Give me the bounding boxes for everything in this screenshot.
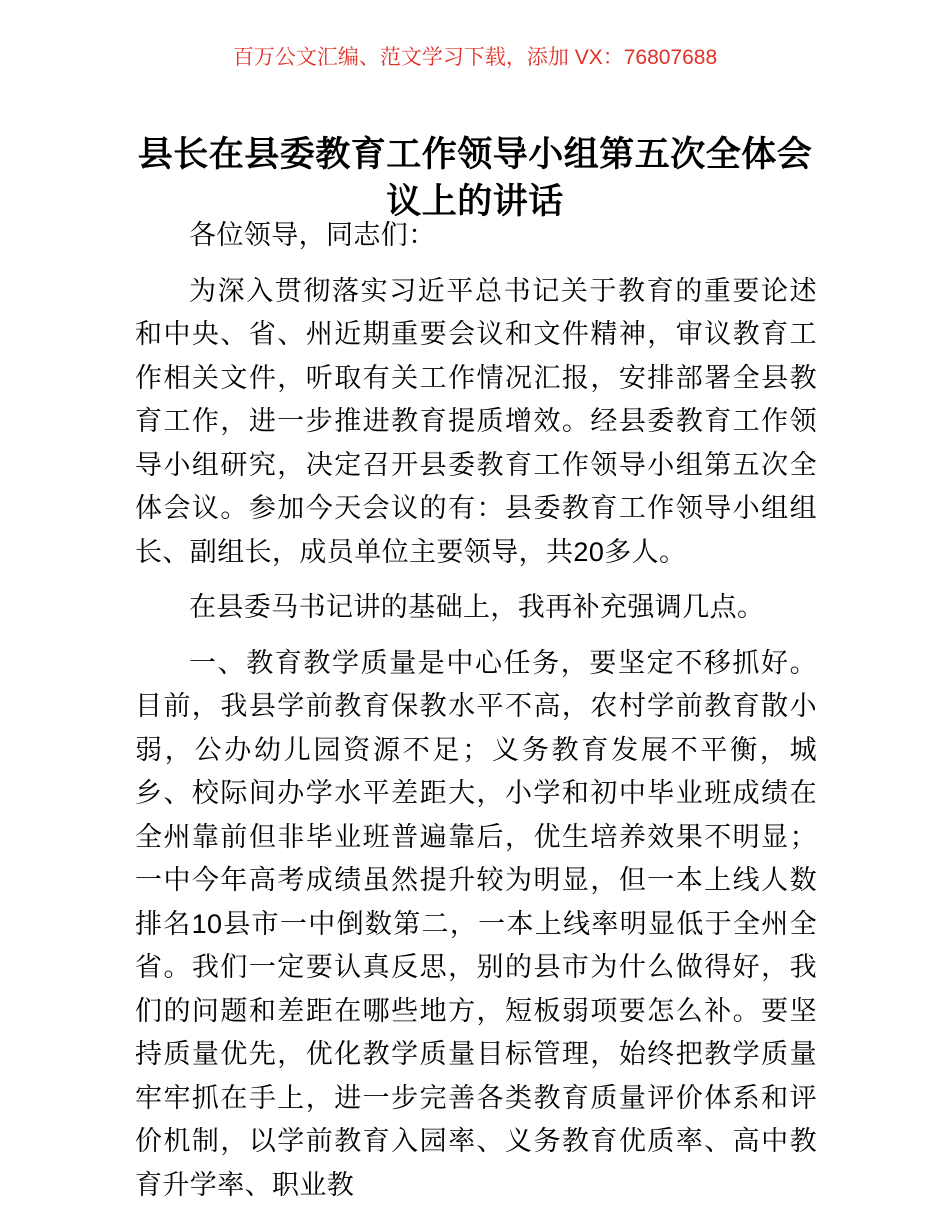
- document-body: [135, 214, 817, 1207]
- paragraph-intro: 为深入贯彻落实习近平总书记关于教育的重要论述和中央、省、州近期重要会议和文件精神，审议教育工作相关文件，听取有关工作情况汇报，安排部署全县教育工作，进一步推进教育提质增效。经县委教育工作领导小组研究，决定召开县委教育工作领导小组第五次全体会议。参加今天会议的有：县委教育工作领导小组组长、副组长，成员单位主要领导，共20多人。: [135, 275, 817, 567]
- paragraph-section-one: 一、教育教学质量是中心任务，要坚定不移抓好。目前，我县学前教育保教水平不高，农村学前教育散小弱，公办幼儿园资源不足；义务教育发展不平衡，城乡、校际间办学水平差距大，小学和初中毕业班成绩在全州靠前但非毕业班普遍靠后，优生培养效果不明显；一中今年高考成绩虽然提升较为明显，但一本上线人数排名10县市一中倒数第二，一本上线率明显低于全州全省。我们一定要认真反思，别的县市为什么做得好，我们的问题和差距在哪些地方，短板弱项要怎么补。要坚持质量优先，优化教学质量目标管理，始终把教学质量牢牢抓在手上，进一步完善各类教育质量评价体系和评价机制，以学前教育入园率、义务教育优质率、高中教育升学率、职业教: [135, 647, 817, 1200]
- document-title: 县长在县委教育工作领导小组第五次全体会议上的讲话: [137, 135, 813, 222]
- paragraph-transition: 在县委马书记讲的基础上，我再补充强调几点。: [189, 592, 765, 622]
- paragraph-salutation: 各位领导，同志们：: [189, 220, 436, 250]
- promo-watermark-header: 百万公文汇编、范文学习下载，添加 VX：76807688: [232, 46, 718, 69]
